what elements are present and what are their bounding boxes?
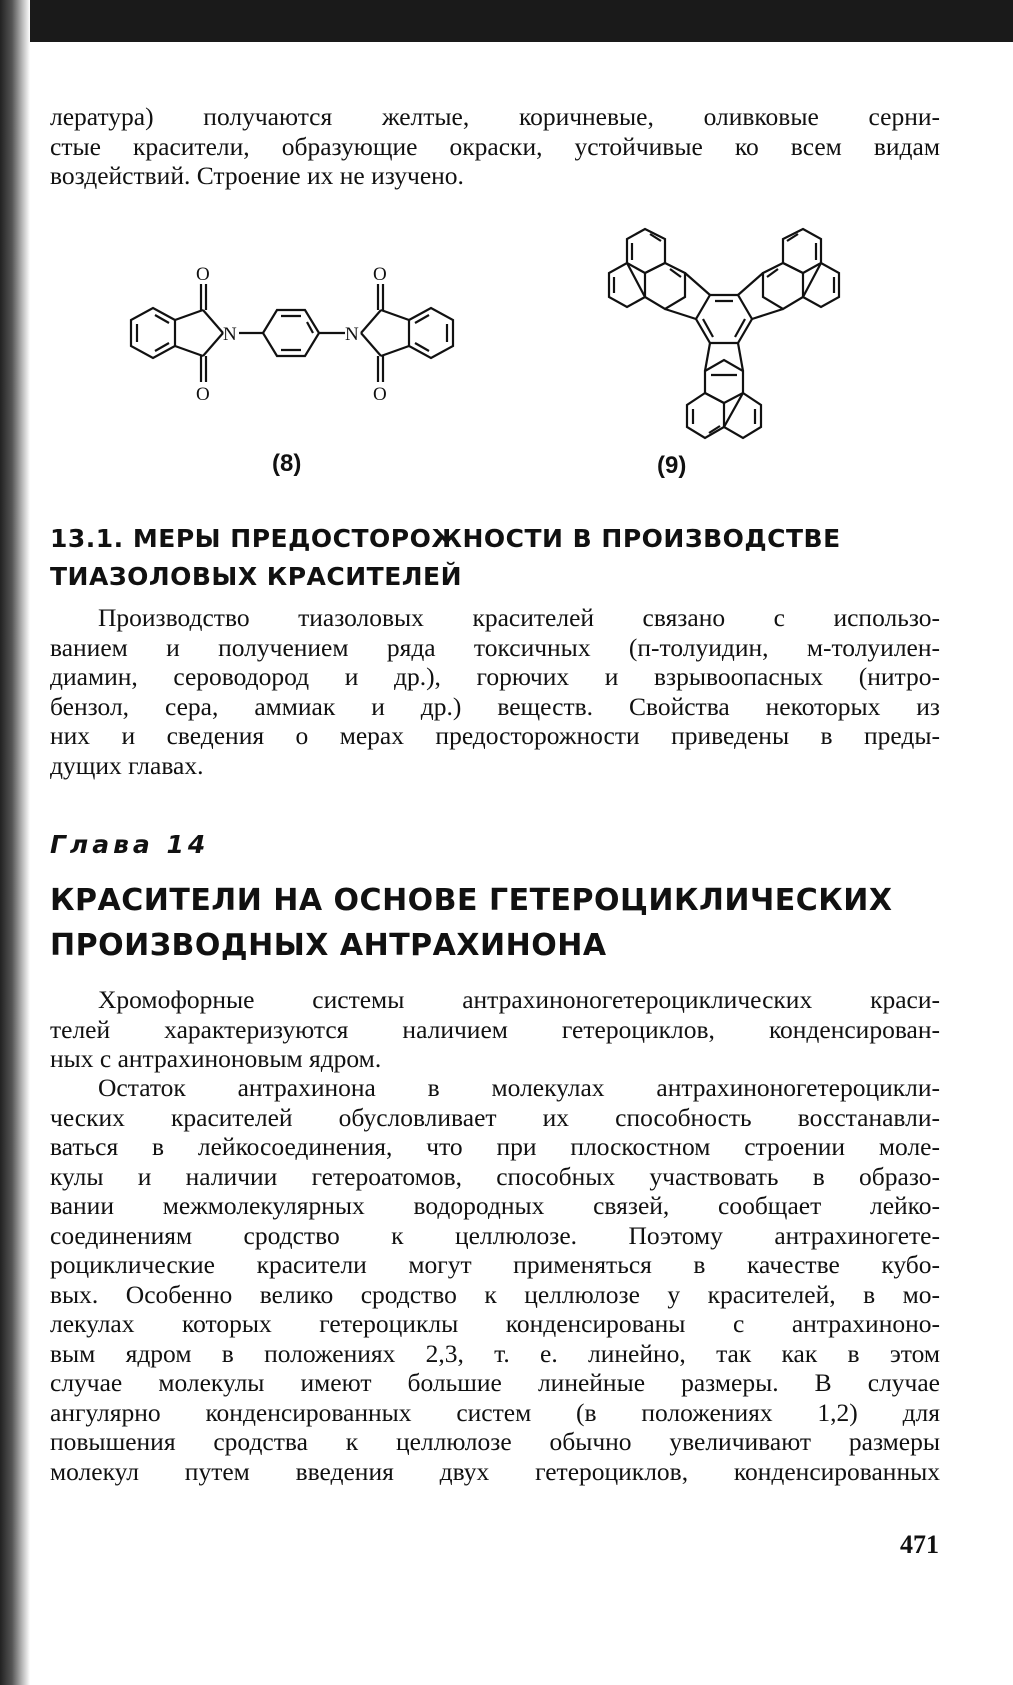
text-line: молекул путем введения двух гетероциклов, конденсированных — [50, 1456, 940, 1486]
atom-oxygen: O — [373, 384, 387, 405]
text-line: диамин, сероводород и др.), горючих и взрывоопасных (нитро- — [50, 662, 940, 691]
structure-9-diagram — [605, 205, 875, 450]
atom-nitrogen: N — [223, 324, 237, 345]
text-line: вых. Особенно велико сродство к целлюлозе у красителей, в мо- — [50, 1279, 940, 1309]
text-line: лература) получаются желтые, коричневые, оливковые серни- — [50, 102, 940, 131]
heading-line: 13.1. МЕРЫ ПРЕДОСТОРОЖНОСТИ В ПРОИЗВОДСТВЕ — [50, 524, 841, 553]
text-line: вым ядром в положениях 2,3, т. е. линейно, так как в этом — [50, 1338, 940, 1368]
heading-line: ТИАЗОЛОВЫХ КРАСИТЕЛЕЙ — [50, 562, 463, 591]
text-line: Остаток антрахинона в молекулах антрахиноногетероцикли- — [98, 1073, 940, 1102]
text-line: лекулах которых гетероциклы конденсированы с антрахиноно- — [50, 1309, 940, 1338]
text-line: ваться в лейкосоединения, что при плоскостном строении моле- — [50, 1132, 940, 1161]
text-line: них и сведения о мерах предосторожности приведены в преды- — [50, 721, 940, 750]
text-line: роциклические красители могут применяться в качестве кубо- — [50, 1250, 940, 1279]
structure-8-diagram — [105, 260, 525, 420]
text-line: бензол, сера, аммиак и др.) веществ. Свойства некоторых из — [50, 691, 940, 721]
text-line: кулы и наличии гетероатомов, способных участвовать в образо- — [50, 1161, 940, 1191]
scan-left-edge — [0, 0, 30, 1685]
text-line: ванием и получением ряда токсичных (п-толуидин, м-толуилен- — [50, 632, 940, 662]
text-line: воздействий. Строение их не изучено. — [50, 161, 464, 190]
structure-8-label: (8) — [272, 450, 302, 477]
atom-nitrogen: N — [345, 324, 359, 345]
atom-oxygen: O — [196, 264, 210, 285]
chapter-title — [50, 878, 893, 968]
structure-9-label: (9) — [657, 452, 687, 479]
atom-oxygen: O — [196, 384, 210, 405]
text-line: соединениям сродство к целлюлозе. Поэтому антрахиногете- — [50, 1220, 940, 1250]
section-paragraph — [50, 603, 940, 780]
page-number: 471 — [900, 1530, 939, 1559]
atom-oxygen: O — [373, 264, 387, 285]
heading-line: КРАСИТЕЛИ НА ОСНОВЕ ГЕТЕРОЦИКЛИЧЕСКИХ — [50, 883, 893, 918]
heading-line: ПРОИЗВОДНЫХ АНТРАХИНОНА — [50, 928, 607, 963]
text-line: дущих главах. — [50, 750, 204, 780]
text-line: ческих красителей обусловливает их способность восстанавли- — [50, 1102, 940, 1132]
chapter-label: Глава 14 — [50, 830, 210, 859]
text-line: ных с антрахиноновым ядром. — [50, 1044, 382, 1073]
intro-paragraph — [50, 102, 940, 191]
chapter-paragraph-2 — [50, 1073, 940, 1486]
text-line: случае молекулы имеют большие линейные размеры. В случае — [50, 1368, 940, 1397]
text-line: Хромофорные системы антрахинoногетероциклических краси- — [98, 985, 940, 1014]
text-line: повышения сродства к целлюлозе обычно увеличивают размеры — [50, 1427, 940, 1456]
scan-top-border — [0, 0, 1013, 42]
text-line: ангулярно конденсированных систем (в положениях 1,2) для — [50, 1397, 940, 1427]
text-line: телей характеризуются наличием гетероциклов, конденсирован- — [50, 1014, 940, 1044]
text-line: Производство тиазоловых красителей связано с использо- — [98, 603, 940, 632]
text-line: вании межмолекулярных водородных связей, сообщает лейко- — [50, 1191, 940, 1220]
text-line: стые красители, образующие окраски, устойчивые ко всем видам — [50, 131, 940, 161]
chapter-paragraph-1 — [50, 985, 940, 1074]
section-heading — [50, 520, 841, 596]
